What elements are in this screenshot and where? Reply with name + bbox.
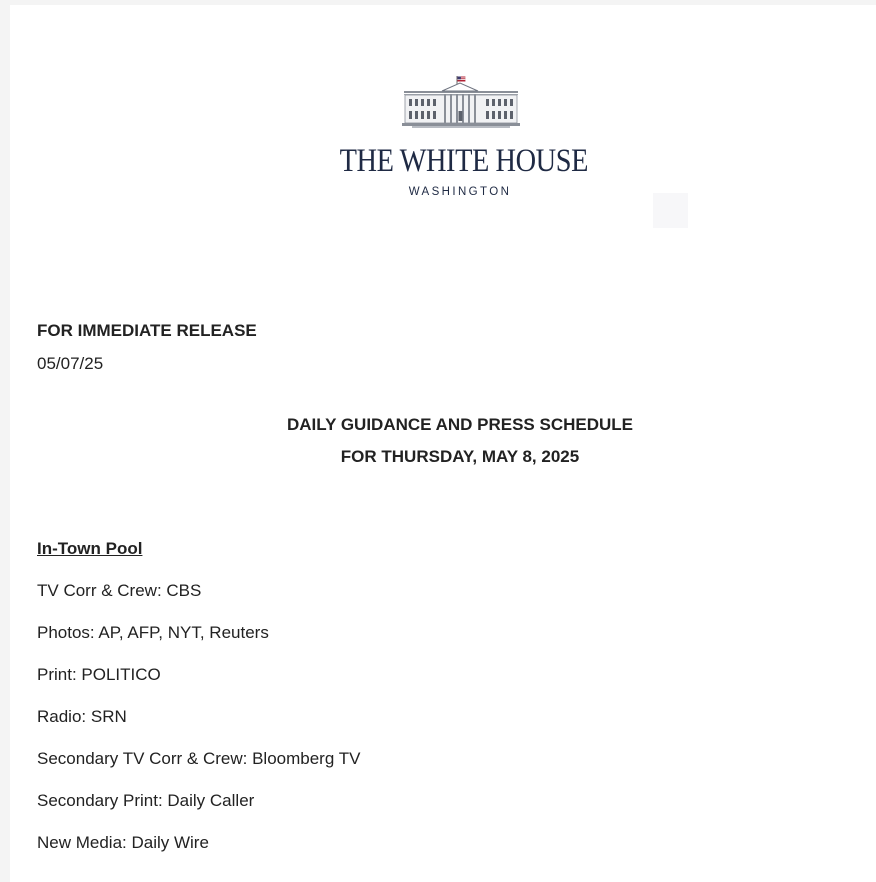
document-page <box>10 5 876 882</box>
letterhead-title: THE WHITE HOUSE <box>339 143 589 179</box>
release-date: 05/07/25 <box>37 354 104 373</box>
pool-section-title: In-Town Pool <box>37 539 143 558</box>
pool-item-new-media: New Media: Daily Wire <box>37 833 209 852</box>
pool-item-photos: Photos: AP, AFP, NYT, Reuters <box>37 623 269 642</box>
white-house-building-icon <box>402 75 522 135</box>
pool-item-radio: Radio: SRN <box>37 707 127 726</box>
letterhead-subtitle: WASHINGTON <box>408 186 512 198</box>
pool-item-secondary-print: Secondary Print: Daily Caller <box>37 791 255 810</box>
decorative-square <box>653 193 688 228</box>
pool-item-tv: TV Corr & Crew: CBS <box>37 581 202 600</box>
release-label: FOR IMMEDIATE RELEASE <box>37 321 257 340</box>
pool-list <box>37 581 360 875</box>
schedule-heading: DAILY GUIDANCE AND PRESS SCHEDULE <box>286 415 634 434</box>
pool-item-print: Print: POLITICO <box>37 665 161 684</box>
schedule-date-heading: FOR THURSDAY, MAY 8, 2025 <box>340 447 580 466</box>
pool-item-secondary-tv: Secondary TV Corr & Crew: Bloomberg TV <box>37 749 361 768</box>
